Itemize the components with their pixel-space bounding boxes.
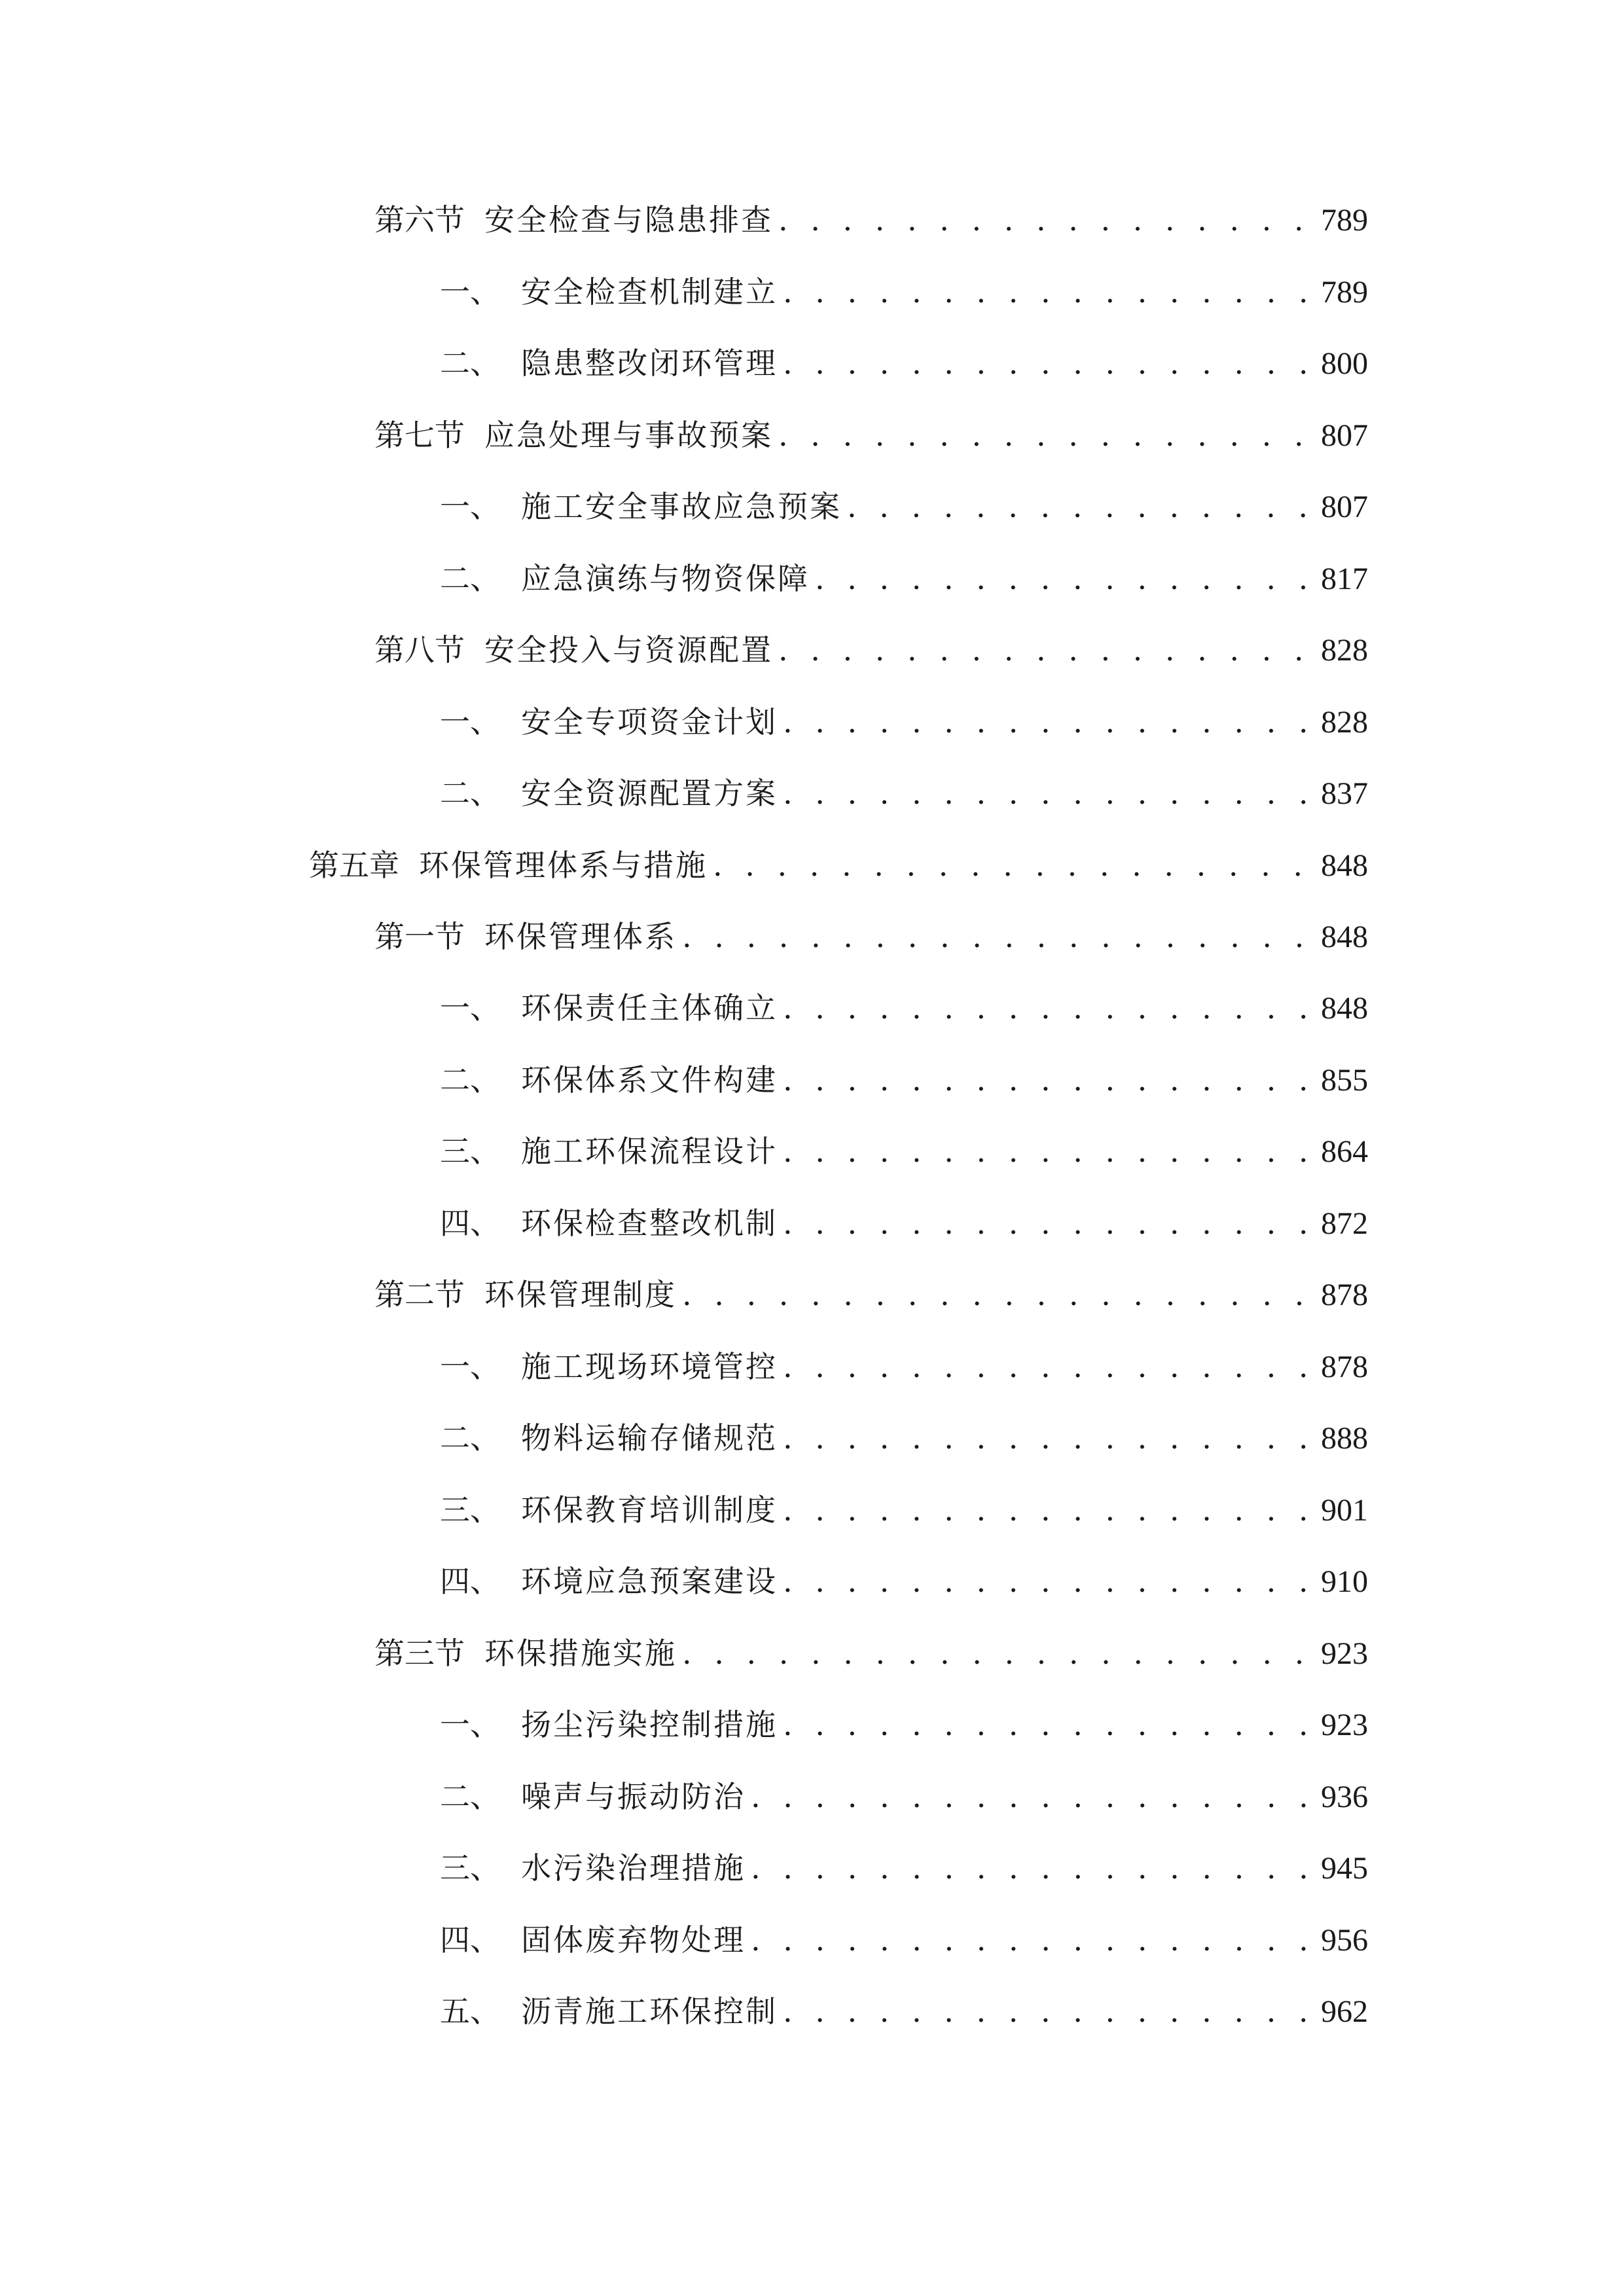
toc-entry-number: 一、	[440, 704, 500, 740]
toc-entry-title: 施工现场环境管控	[521, 1349, 778, 1384]
toc-entry[interactable]	[374, 194, 1368, 246]
toc-entry[interactable]	[440, 1555, 1368, 1607]
toc-entry-number: 二、	[440, 776, 500, 811]
toc-entry-title: 环保教育培训制度	[521, 1492, 778, 1528]
toc-entry-page: 828	[1321, 633, 1368, 668]
toc-entry-number: 三、	[440, 1492, 500, 1528]
dot-leader	[778, 1054, 1316, 1106]
toc-entry-page: 962	[1321, 1994, 1368, 2029]
toc-entry[interactable]	[440, 1412, 1368, 1464]
toc-entry-title: 物料运输存储规范	[521, 1420, 778, 1456]
toc-entry[interactable]	[440, 1484, 1368, 1536]
toc-entry-page: 923	[1321, 1708, 1368, 1742]
toc-entry-number: 三、	[440, 1850, 500, 1886]
toc-entry-number: 二、	[440, 1779, 500, 1814]
toc-entry-page: 807	[1321, 490, 1368, 524]
toc-entry-title: 环保管理体系	[484, 919, 677, 954]
toc-entry-page: 910	[1321, 1564, 1368, 1599]
toc-entry-page: 901	[1321, 1493, 1368, 1528]
dot-leader	[778, 767, 1316, 819]
toc-entry-number: 二、	[440, 1062, 500, 1098]
toc-entry-page: 828	[1321, 705, 1368, 740]
dot-leader	[778, 337, 1316, 389]
dot-leader	[778, 266, 1316, 318]
toc-entry[interactable]	[440, 696, 1368, 748]
toc-entry[interactable]	[440, 266, 1368, 318]
toc-entry[interactable]	[440, 1340, 1368, 1393]
toc-entry-page: 817	[1321, 562, 1368, 596]
dot-leader	[810, 552, 1316, 605]
toc-entry-page: 848	[1321, 848, 1368, 883]
toc-entry-page: 789	[1321, 203, 1368, 238]
toc-entry-number: 一、	[440, 274, 500, 310]
toc-entry-page: 789	[1321, 275, 1368, 310]
toc-entry-number: 二、	[440, 561, 500, 596]
dot-leader	[677, 1627, 1316, 1679]
toc-entry[interactable]	[440, 767, 1368, 819]
toc-entry[interactable]	[374, 1268, 1368, 1321]
toc-entry-number: 五、	[440, 1994, 500, 2029]
toc-entry-number: 四、	[440, 1922, 500, 1958]
toc-entry-page: 878	[1321, 1278, 1368, 1312]
toc-entry-title: 安全检查与隐患排查	[484, 202, 773, 238]
toc-entry[interactable]	[440, 1842, 1368, 1894]
toc-entry-title: 水污染治理措施	[521, 1850, 746, 1886]
toc-entry-title: 施工安全事故应急预案	[521, 489, 842, 524]
dot-leader	[778, 696, 1316, 748]
toc-entry-title: 应急演练与物资保障	[521, 561, 810, 596]
dot-leader	[746, 1770, 1316, 1823]
toc-entry[interactable]	[440, 1985, 1368, 2037]
toc-entry-title: 隐患整改闭环管理	[521, 346, 778, 381]
toc-entry[interactable]	[440, 982, 1368, 1034]
toc-entry-number: 一、	[440, 990, 500, 1026]
dot-leader	[677, 1268, 1316, 1321]
dot-leader	[778, 1340, 1316, 1393]
dot-leader	[778, 1985, 1316, 2037]
toc-entry-number: 第二节	[374, 1277, 465, 1312]
toc-entry[interactable]	[440, 1125, 1368, 1177]
toc-entry-title: 环保体系文件构建	[521, 1062, 778, 1098]
toc-entry-title: 环保管理制度	[484, 1277, 677, 1312]
dot-leader	[773, 624, 1316, 676]
toc-entry-page: 837	[1321, 776, 1368, 811]
toc-entry-title: 扬尘污染控制措施	[521, 1707, 778, 1742]
dot-leader	[778, 1197, 1316, 1249]
toc-entry[interactable]	[440, 1054, 1368, 1106]
dot-leader	[708, 839, 1316, 891]
toc-entry-title: 环保措施实施	[484, 1636, 677, 1671]
toc-entry-number: 第六节	[374, 202, 465, 238]
dot-leader	[778, 1412, 1316, 1464]
toc-entry-page: 848	[1321, 991, 1368, 1026]
toc-entry-title: 环保管理体系与措施	[419, 848, 708, 883]
toc-entry-page: 864	[1321, 1134, 1368, 1169]
toc-entry[interactable]	[440, 337, 1368, 389]
toc-entry-title: 固体废弃物处理	[521, 1922, 746, 1958]
toc-entry[interactable]	[440, 1914, 1368, 1966]
toc-entry-page: 807	[1321, 418, 1368, 453]
toc-entry-title: 环保责任主体确立	[521, 990, 778, 1026]
toc-entry[interactable]	[374, 409, 1368, 461]
dot-leader	[842, 480, 1316, 533]
dot-leader	[778, 1484, 1316, 1536]
toc-entry-title: 安全资源配置方案	[521, 776, 778, 811]
dot-leader	[778, 1125, 1316, 1177]
toc-entry-number: 第一节	[374, 919, 465, 954]
toc-entry-title: 应急处理与事故预案	[484, 418, 773, 453]
toc-entry-number: 一、	[440, 1707, 500, 1742]
toc-entry-title: 噪声与振动防治	[521, 1779, 746, 1814]
toc-entry[interactable]	[374, 1627, 1368, 1679]
toc-entry[interactable]	[374, 910, 1368, 963]
toc-entry-title: 安全专项资金计划	[521, 704, 778, 740]
toc-entry-number: 一、	[440, 489, 500, 524]
dot-leader	[746, 1914, 1316, 1966]
toc-entry-page: 923	[1321, 1636, 1368, 1671]
toc-entry-number: 二、	[440, 346, 500, 381]
dot-leader	[778, 1698, 1316, 1751]
toc-entry[interactable]	[440, 552, 1368, 605]
toc-entry-title: 环保检查整改机制	[521, 1206, 778, 1241]
toc-entry[interactable]	[309, 839, 1368, 891]
toc-entry[interactable]	[440, 480, 1368, 533]
toc-entry-page: 956	[1321, 1923, 1368, 1958]
toc-entry-number: 一、	[440, 1349, 500, 1384]
toc-entry-page: 848	[1321, 920, 1368, 954]
toc-entry-title: 施工环保流程设计	[521, 1134, 778, 1169]
toc-entry-number: 第七节	[374, 418, 465, 453]
toc-entry-number: 第五章	[309, 848, 399, 883]
toc-entry-page: 878	[1321, 1350, 1368, 1384]
toc-entry-title: 安全投入与资源配置	[484, 632, 773, 668]
toc-entry-page: 800	[1321, 346, 1368, 381]
toc-entry-number: 第八节	[374, 632, 465, 668]
toc-entry-page: 945	[1321, 1851, 1368, 1886]
toc-entry-page: 872	[1321, 1206, 1368, 1241]
toc-entry-page: 936	[1321, 1780, 1368, 1814]
dot-leader	[773, 194, 1316, 246]
toc-entry[interactable]	[440, 1770, 1368, 1823]
toc-entry-title: 环境应急预案建设	[521, 1564, 778, 1599]
toc-entry-number: 四、	[440, 1564, 500, 1599]
toc-entry-page: 855	[1321, 1063, 1368, 1098]
toc-entry-number: 三、	[440, 1134, 500, 1169]
toc-entry-page: 888	[1321, 1421, 1368, 1456]
toc-entry-number: 四、	[440, 1206, 500, 1241]
dot-leader	[677, 910, 1316, 963]
dot-leader	[778, 982, 1316, 1034]
toc-entry-number: 二、	[440, 1420, 500, 1456]
toc-entry-title: 沥青施工环保控制	[521, 1994, 778, 2029]
toc-entry-number: 第三节	[374, 1636, 465, 1671]
dot-leader	[778, 1555, 1316, 1607]
dot-leader	[746, 1842, 1316, 1894]
toc-entry[interactable]	[440, 1197, 1368, 1249]
toc-entry-title: 安全检查机制建立	[521, 274, 778, 310]
dot-leader	[773, 409, 1316, 461]
toc-entry[interactable]	[440, 1698, 1368, 1751]
toc-entry[interactable]	[374, 624, 1368, 676]
